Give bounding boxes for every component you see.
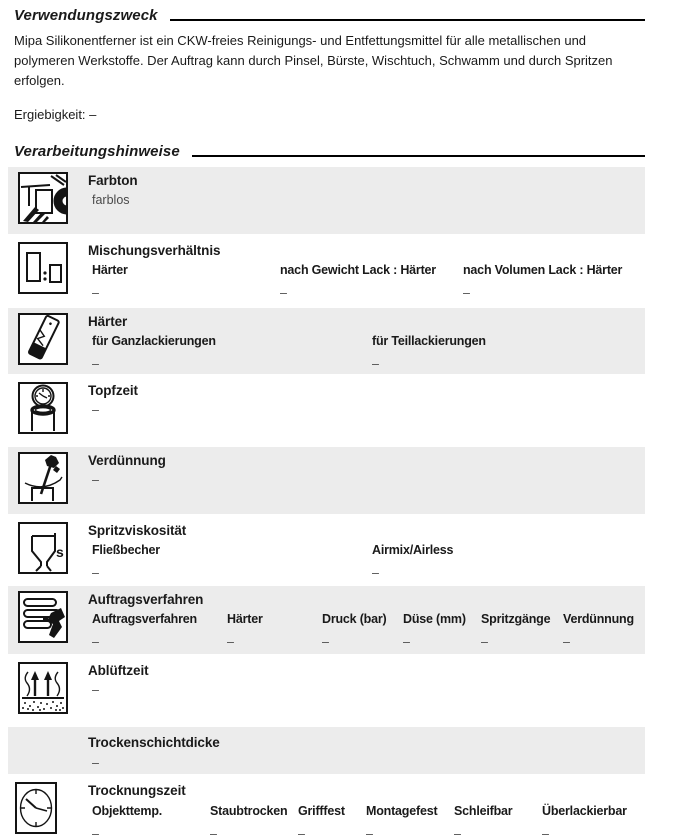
spec-field	[481, 612, 550, 649]
spec-row-verduennung	[8, 447, 645, 514]
spec-field	[403, 612, 466, 649]
field-value: –	[92, 286, 99, 300]
field-label: Grifffest	[298, 804, 345, 818]
spec-field	[454, 804, 512, 835]
spec-field	[92, 543, 160, 580]
field-label: für Teillackierungen	[372, 334, 486, 348]
spec-row-topfzeit	[8, 377, 645, 444]
field-label: nach Gewicht Lack : Härter	[280, 263, 436, 277]
field-value: –	[481, 635, 488, 649]
field-label: Staubtrocken	[210, 804, 288, 818]
color-swatch-icon	[18, 172, 68, 224]
field-label: Verdünnung	[563, 612, 634, 626]
spec-field	[92, 334, 216, 371]
header-rule	[170, 19, 645, 21]
field-label: Härter	[92, 263, 128, 277]
field-value: –	[92, 635, 99, 649]
spec-field	[463, 263, 622, 300]
field-label: Härter	[227, 612, 263, 626]
field-value: –	[227, 635, 234, 649]
spec-field	[92, 473, 99, 487]
processing-section-title: Verarbeitungshinweise	[14, 143, 180, 160]
field-label: Düse (mm)	[403, 612, 466, 626]
field-label: Spritzgänge	[481, 612, 551, 626]
field-value: –	[92, 473, 99, 487]
field-value: –	[563, 635, 570, 649]
spec-row-haerter	[8, 308, 645, 374]
svg-text:s: s	[56, 544, 64, 560]
row-title: Mischungsverhältnis	[88, 243, 221, 258]
pot-life-clock-icon	[18, 382, 68, 434]
field-label: Fließbecher	[92, 543, 160, 557]
field-label: Objekttemp.	[92, 804, 163, 818]
field-label: Auftragsverfahren	[92, 612, 197, 626]
spec-row-trockenschichtdicke	[8, 727, 645, 774]
field-value: –	[298, 827, 305, 835]
spec-row-spritzviskositaet	[8, 517, 645, 583]
field-label: Überlackierbar	[542, 804, 627, 818]
row-title: Verdünnung	[88, 453, 166, 468]
field-value: –	[92, 756, 99, 770]
yield-line: Ergiebigkeit: –	[14, 107, 97, 122]
field-label: nach Volumen Lack : Härter	[463, 263, 623, 277]
spec-field	[92, 804, 162, 835]
spec-field	[280, 263, 436, 300]
field-value: –	[92, 827, 99, 835]
spec-row-abluftzeit	[8, 657, 645, 724]
spec-field	[298, 804, 345, 835]
field-label: Schleifbar	[454, 804, 513, 818]
header-rule	[192, 155, 645, 157]
spec-field	[322, 612, 386, 649]
spec-field	[372, 334, 486, 371]
field-label: für Ganzlackierungen	[92, 334, 216, 348]
field-value: –	[454, 827, 461, 835]
row-title: Spritzviskosität	[88, 523, 187, 538]
field-value: –	[463, 286, 470, 300]
field-value: –	[280, 286, 287, 300]
spec-field	[210, 804, 287, 835]
spec-field	[563, 612, 634, 649]
spec-field	[227, 612, 263, 649]
field-value: –	[92, 357, 99, 371]
flash-off-icon	[18, 662, 68, 714]
flow-cup-icon	[18, 522, 68, 574]
spec-field	[92, 756, 99, 770]
field-value: –	[372, 566, 379, 580]
usage-section-header	[14, 0, 645, 24]
field-label: Druck (bar)	[322, 612, 387, 626]
row-title: Trocknungszeit	[88, 783, 186, 798]
spec-field	[372, 543, 453, 580]
row-title: Ablüftzeit	[88, 663, 149, 678]
spec-rows	[0, 167, 678, 835]
field-value: –	[92, 683, 99, 697]
field-value: –	[210, 827, 217, 835]
usage-section-title: Verwendungszweck	[14, 7, 158, 24]
field-value: farblos	[92, 193, 130, 207]
row-title: Härter	[88, 314, 128, 329]
spec-field	[366, 804, 437, 835]
field-label: Montagefest	[366, 804, 438, 818]
field-value: –	[366, 827, 373, 835]
row-title: Farbton	[88, 173, 138, 188]
row-title: Auftragsverfahren	[88, 592, 204, 607]
field-value: –	[92, 403, 99, 417]
mixing-ratio-icon	[18, 242, 68, 294]
spec-row-farbton	[8, 167, 645, 234]
field-value: –	[372, 357, 379, 371]
spec-field	[92, 263, 128, 300]
spray-gun-icon	[18, 591, 68, 643]
field-value: –	[542, 827, 549, 835]
spec-field	[92, 612, 197, 649]
hardener-icon	[18, 313, 68, 365]
field-label: Airmix/Airless	[372, 543, 454, 557]
usage-paragraph: Mipa Silikonentferner ist ein CKW-freies Reinigungs- und Entfettungsmittel für alle metallischen und polymeren Werkstoffe. Der Auftrag kann durch Pinsel, Bürste, Wischtuch, Schwamm und durch Spritzen erfolgen.	[14, 33, 613, 88]
row-title: Trockenschichtdicke	[88, 735, 220, 750]
field-value: –	[92, 566, 99, 580]
processing-section-header	[14, 143, 645, 160]
spec-field	[92, 403, 99, 417]
spec-row-auftragsverfahren	[8, 586, 645, 654]
spec-field	[542, 804, 627, 835]
drying-clock-icon	[15, 782, 57, 834]
spec-field	[92, 683, 99, 697]
spec-row-mischungsverhaeltnis	[8, 237, 645, 305]
thinner-stir-icon	[18, 452, 68, 504]
spec-field	[92, 193, 130, 207]
field-value: –	[403, 635, 410, 649]
row-title: Topfzeit	[88, 383, 138, 398]
field-value: –	[322, 635, 329, 649]
spec-row-trocknungszeit	[8, 777, 645, 835]
